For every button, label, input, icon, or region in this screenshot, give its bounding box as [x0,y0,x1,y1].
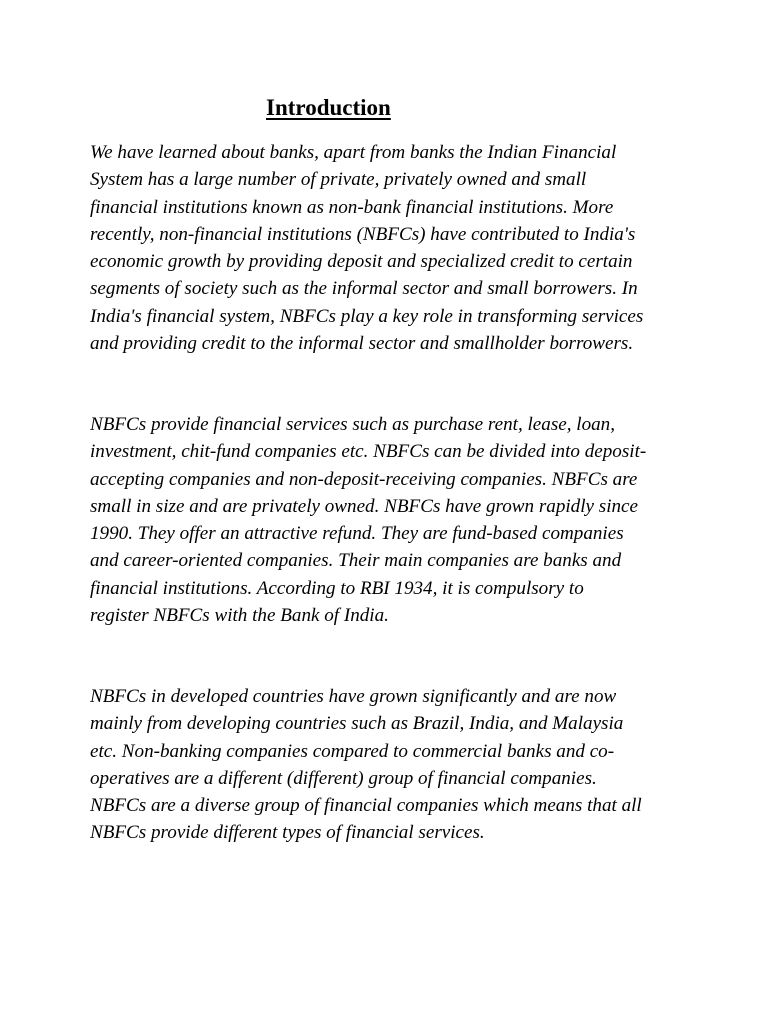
paragraph-line: and career-oriented companies. Their main companies are banks and [90,550,622,572]
paragraph-line: mainly from developing countries such as Brazil, India, and Malaysia [90,713,624,735]
paragraph-line: financial institutions known as non-bank financial institutions. More [90,196,614,218]
paragraph-line: We have learned about banks, apart from banks the Indian Financial [90,142,617,163]
paragraph-line: small in size and are privately owned. NBFCs have grown rapidly since [90,495,639,517]
paragraph-line: NBFCs are a diverse group of financial companies which means that all [90,795,642,817]
paragraph-line: register NBFCs with the Bank of India. [90,605,389,627]
paragraph-line: NBFCs in developed countries have grown significantly and are now [90,686,617,707]
paragraph-line: 1990. They offer an attractive refund. They are fund-based companies [90,523,624,545]
paragraph-line: NBFCs provide different types of financial services. [90,822,485,844]
page-title: Introduction [266,95,391,120]
paragraph-line: recently, non-financial institutions (NBFCs) have contributed to India's [90,223,636,245]
paragraph-line: financial institutions. According to RBI 1934, it is compulsory to [90,577,584,599]
paragraph-3 [90,683,690,847]
paragraph-1 [90,139,690,357]
paragraph-line: economic growth by providing deposit and specialized credit to certain [90,251,633,273]
paragraph-line: segments of society such as the informal sector and small borrowers. In [90,278,638,300]
paragraph-line: operatives are a different (different) group of financial companies. [90,767,597,789]
paragraph-line: India's financial system, NBFCs play a key role in transforming services [90,305,644,327]
paragraph-line: System has a large number of private, privately owned and small [90,169,587,191]
paragraph-2 [90,411,690,629]
paragraph-line: accepting companies and non-deposit-receiving companies. NBFCs are [90,468,638,490]
paragraph-line: NBFCs provide financial services such as purchase rent, lease, loan, [90,414,615,435]
paragraph-line: and providing credit to the informal sector and smallholder borrowers. [90,333,634,355]
paragraph-line: investment, chit-fund companies etc. NBFCs can be divided into deposit- [90,441,647,463]
paragraph-line: etc. Non-banking companies compared to commercial banks and co- [90,740,615,762]
